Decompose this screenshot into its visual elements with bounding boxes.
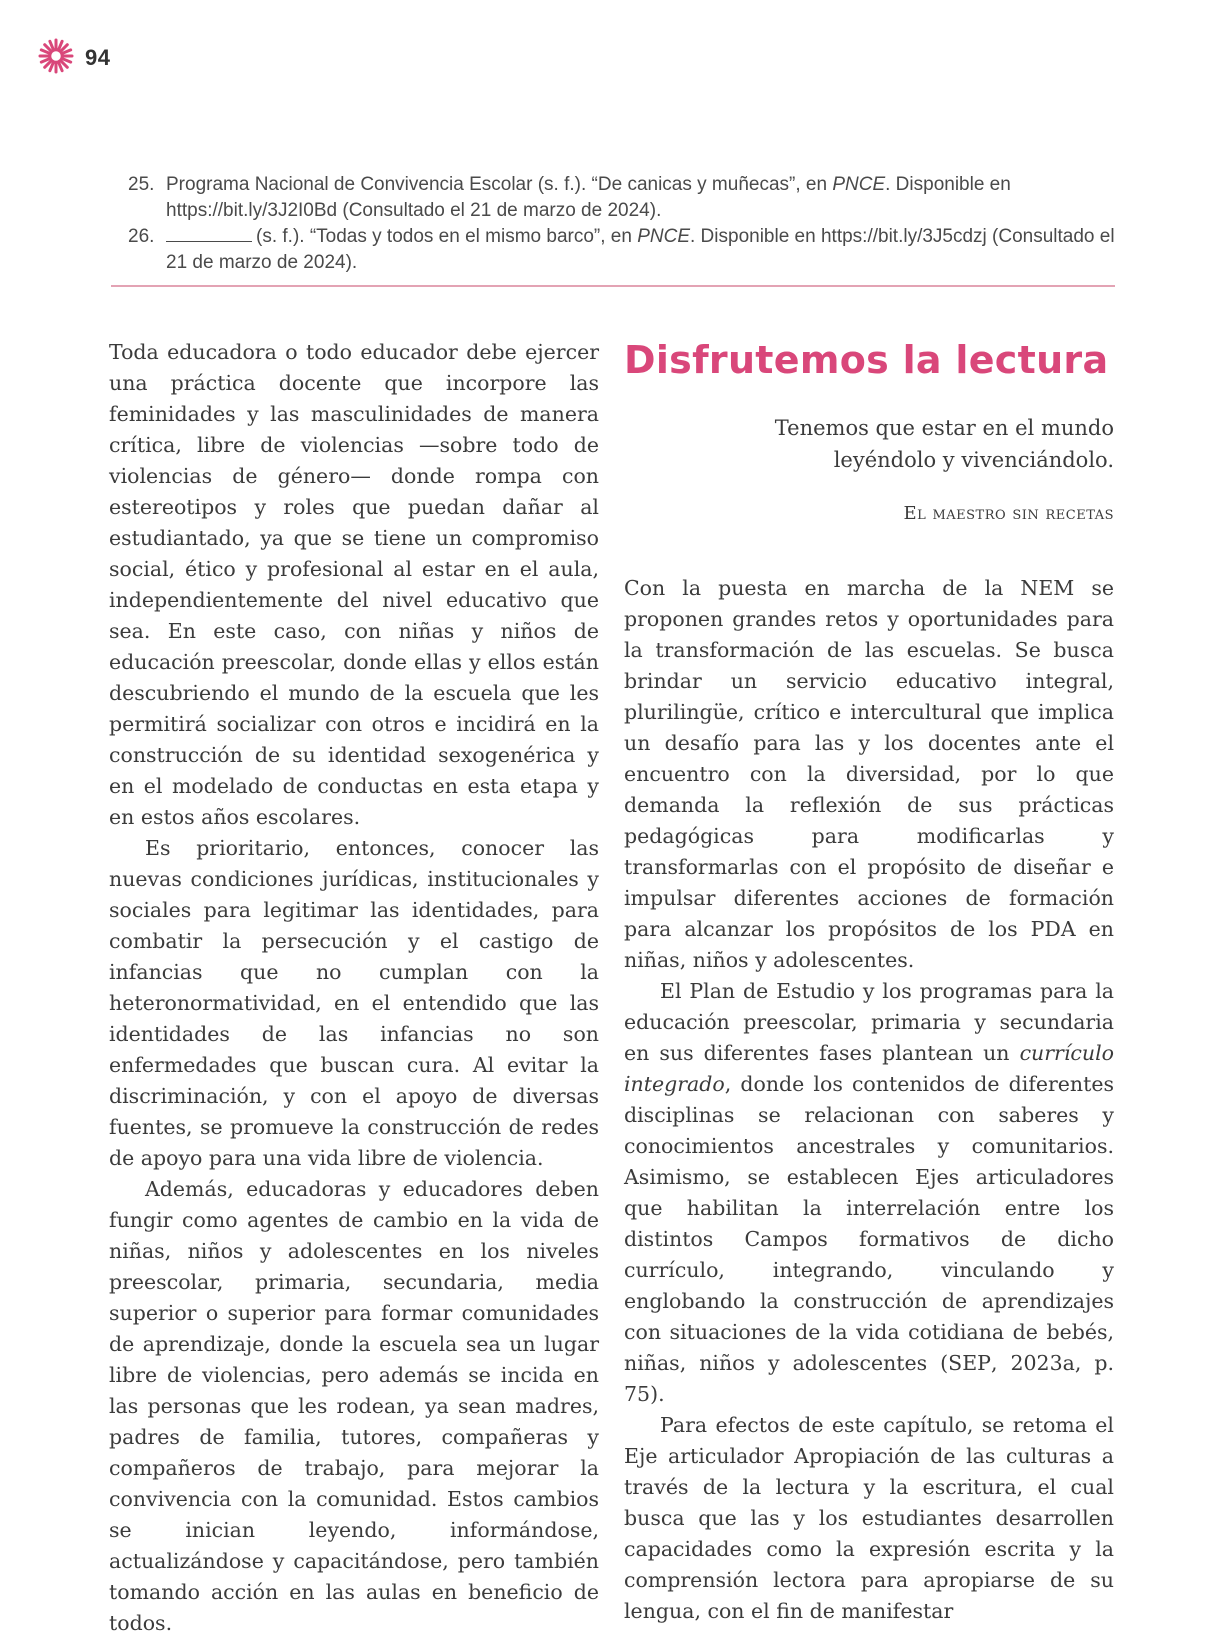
epigraph-line: leyéndolo y vivenciándolo. (833, 448, 1114, 472)
footnote-source: PNCE (832, 174, 886, 195)
text-run: El Plan de Estudio y los programas para la educación preescolar, primaria y secundaria en sus diferentes fases plantean un (624, 979, 1114, 1065)
footnote-divider (111, 285, 1115, 287)
text-run: Con la puesta en marcha de la (624, 576, 1021, 600)
flower-icon (36, 36, 76, 80)
footnote-source: PNCE (637, 226, 690, 247)
epigraph (624, 412, 1114, 476)
text-run: , 2023a, p. 75). (624, 1351, 1114, 1406)
text-run: , donde los contenidos de diferentes disciplinas se relacionan con saberes y conocimientos ancestrales y comunitarios. Asimismo, se establecen Ejes articuladores que habilitan la interrelación entre los distintos Campos formativos de dicho currículo, integrando, vinculando y englobando la construcción de aprendizajes con situaciones de la vida cotidiana de bebés, niñas, niños y adolescentes ( (624, 1072, 1114, 1375)
acronym: NEM (1020, 576, 1075, 600)
page-header (36, 38, 110, 78)
epigraph-line: Tenemos que estar en el mundo (774, 416, 1114, 440)
section-title: Disfrutemos la lectura (624, 338, 1109, 382)
emphasis: currículo integrado (624, 1041, 1114, 1096)
page-number: 94 (85, 45, 111, 70)
text-run: en niñas, niños y adolescentes. (624, 917, 1114, 972)
footnote-text: Programa Nacional de Convivencia Escolar (s. f.). “De canicas y muñecas”, en (166, 174, 833, 195)
left-column (109, 337, 599, 1639)
footnote-text: . Disponible en https://bit.ly/3J5cdzj (Consultado el 21 de marzo de 2024). (166, 226, 1115, 273)
footnote-26 (128, 224, 1128, 276)
paragraph (624, 976, 1114, 1410)
footnote-text: . Disponible en https://bit.ly/3J2I0Bd (Consultado el 21 de marzo de 2024). (166, 174, 1011, 221)
footnotes (128, 172, 1128, 276)
acronym: SEP (948, 1351, 991, 1375)
right-column (624, 336, 1114, 1627)
epigraph-source: El maestro sin recetas (903, 503, 1114, 524)
paragraph: Es prioritario, entonces, conocer las nuevas condiciones jurídicas, institucionales y sociales para legitimar las identidades, para combatir la persecución y el castigo de infancias que no cumplan con la heteronormatividad, en el entendido que las identidades de las infancias no son enfermedades que buscan cura. Al evitar la discriminación, y con el apoyo de diversas fuentes, se promueve la construcción de redes de apoyo para una vida libre de violencia. (109, 836, 599, 1170)
paragraph: Toda educadora o todo educador debe ejercer una práctica docente que incorpore las feminidades y las masculinidades de manera crítica, libre de violencias —sobre todo de violencias de género— donde rompa con estereotipos y roles que puedan dañar al estudiantado, ya que se tiene un compromiso social, ético y profesional al estar en el aula, independientemente del nivel educativo que sea. En este caso, con niñas y niños de educación preescolar, donde ellas y ellos están descubriendo el mundo de la escuela que les permitirá socializar con otros e incidirá en la construcción de su identidad sexogenérica y en el modelado de conductas en esta etapa y en estos años escolares. (109, 340, 599, 829)
footnote-number: 26. (128, 226, 155, 247)
paragraph: Además, educadoras y educadores deben fungir como agentes de cambio en la vida de niñas, niños y adolescentes en los niveles preescolar, primaria, secundaria, media superior o superior para formar comunidades de aprendizaje, donde la escuela sea un lugar libre de violencias, pero además se incida en las personas que les rodean, ya sean madres, padres de familia, tutores, compañeras y compañeros de trabajo, para mejorar la convivencia con la comunidad. Estos cambios se inician leyendo, informándose, actualizándose y capacitándose, pero también tomando acción en las aulas en beneficio de todos. (109, 1177, 599, 1635)
footnote-25 (128, 172, 1128, 224)
paragraph (624, 573, 1114, 976)
acronym: PDA (1030, 917, 1076, 941)
footnote-text: (s. f.). “Todas y todos en el mismo barco”, en (256, 226, 638, 247)
text-run: se proponen grandes retos y oportunidades para la transformación de las escuelas. Se busca brindar un servicio educativo integral, plurilingüe, crítico e intercultural que implica un desafío para las y los docentes ante el encuentro con la diversidad, por lo que demanda la reflexión de sus prácticas pedagógicas para modificarlas y transformarlas con el propósito de diseñar e impulsar diferentes acciones de formación para alcanzar los propósitos de los (624, 576, 1114, 941)
paragraph: Para efectos de este capítulo, se retoma el Eje articulador Apropiación de las culturas a través de la lectura y la escritura, el cual busca que las y los estudiantes desarrollen capacidades como la expresión escrita y la comprensión lectora para apropiarse de su lengua, con el fin de manifestar (624, 1413, 1114, 1623)
footnote-number: 25. (128, 174, 155, 195)
author-blank-line (166, 225, 252, 242)
